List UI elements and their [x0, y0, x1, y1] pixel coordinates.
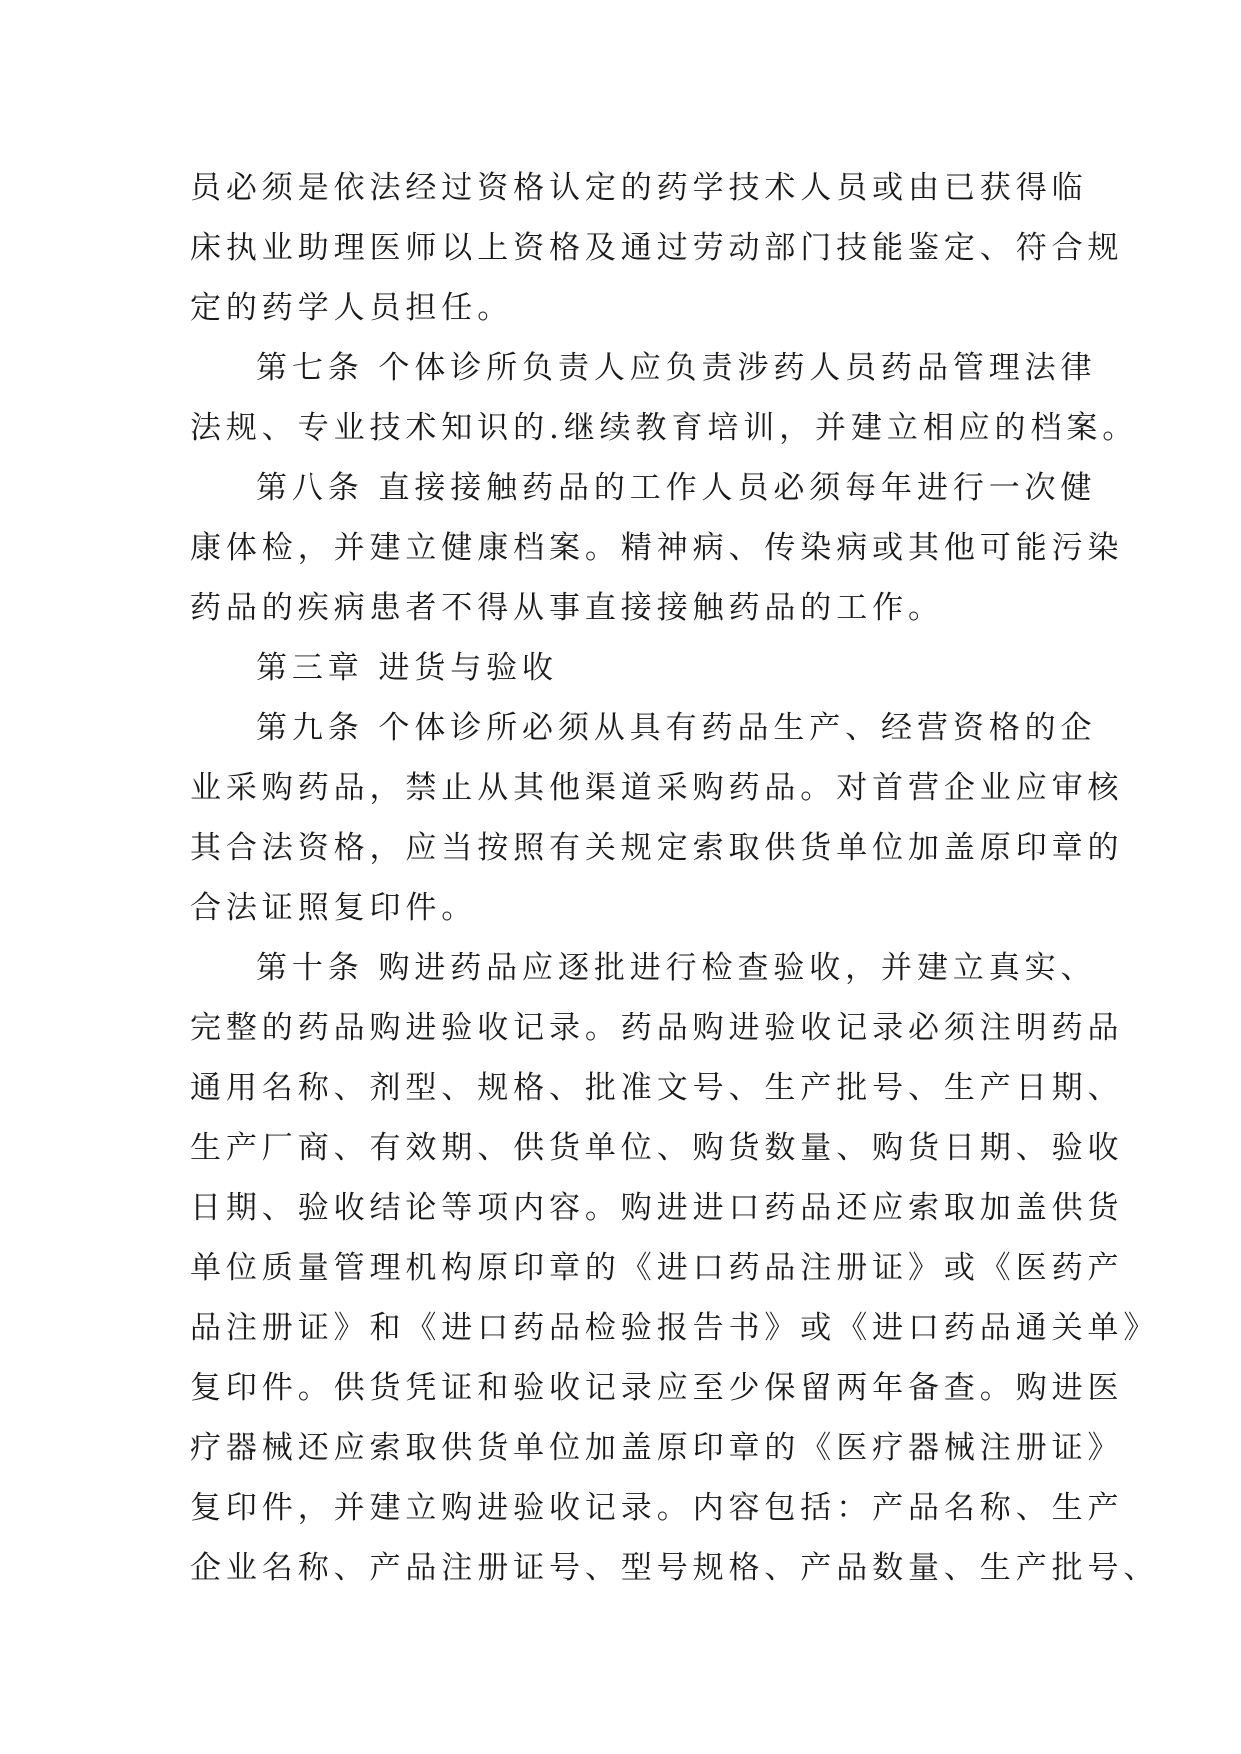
text-line: 单位质量管理机构原印章的《进口药品注册证》或《医药产 — [190, 1250, 1124, 1286]
article-8-line: 第八条 直接接触药品的工作人员必须每年进行一次健 — [256, 470, 1097, 506]
text-line: 业采购药品，禁止从其他渠道采购药品。对首营企业应审核 — [190, 770, 1124, 806]
article-10-line: 第十条 购进药品应逐批进行检查验收，并建立真实、 — [256, 950, 1097, 986]
text-line: 康体检，并建立健康档案。精神病、传染病或其他可能污染 — [190, 530, 1124, 566]
article-7-line: 第七条 个体诊所负责人应负责涉药人员药品管理法律 — [256, 350, 1097, 386]
text-line: 完整的药品购进验收记录。药品购进验收记录必须注明药品 — [190, 1010, 1124, 1046]
text-line: 合法证照复印件。 — [190, 890, 478, 926]
chapter-heading: 第三章 进货与验收 — [256, 650, 558, 686]
text-line: 定的药学人员担任。 — [190, 290, 514, 326]
text-line: 复印件，并建立购进验收记录。内容包括：产品名称、生产 — [190, 1490, 1124, 1526]
text-line: 床执业助理医师以上资格及通过劳动部门技能鉴定、符合规 — [190, 230, 1124, 266]
text-line: 法规、专业技术知识的.继续教育培训，并建立相应的档案。 — [190, 410, 1139, 446]
text-line: 其合法资格，应当按照有关规定索取供货单位加盖原印章的 — [190, 830, 1124, 866]
text-line: 疗器械还应索取供货单位加盖原印章的《医疗器械注册证》 — [190, 1430, 1124, 1466]
text-line: 生产厂商、有效期、供货单位、购货数量、购货日期、验收 — [190, 1130, 1124, 1166]
text-line: 药品的疾病患者不得从事直接接触药品的工作。 — [190, 590, 944, 626]
text-line: 品注册证》和《进口药品检验报告书》或《进口药品通关单》 — [190, 1310, 1160, 1346]
text-line: 通用名称、剂型、规格、批准文号、生产批号、生产日期、 — [190, 1070, 1124, 1106]
text-line: 企业名称、产品注册证号、型号规格、产品数量、生产批号、 — [190, 1550, 1160, 1586]
text-line: 员必须是依法经过资格认定的药学技术人员或由已获得临 — [190, 170, 1088, 206]
article-9-line: 第九条 个体诊所必须从具有药品生产、经营资格的企 — [256, 710, 1097, 746]
document-body — [190, 158, 1160, 1598]
text-line: 复印件。供货凭证和验收记录应至少保留两年备查。购进医 — [190, 1370, 1124, 1406]
text-line: 日期、验收结论等项内容。购进进口药品还应索取加盖供货 — [190, 1190, 1124, 1226]
